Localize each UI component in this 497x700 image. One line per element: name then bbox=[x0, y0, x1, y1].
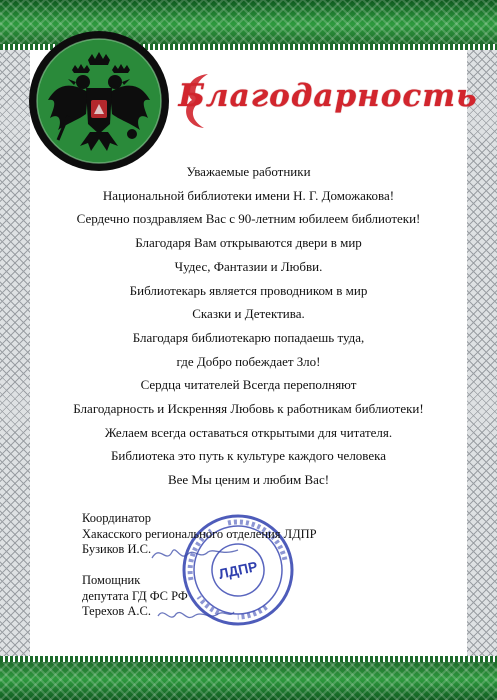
stamp-center-text: ЛДПР bbox=[217, 558, 259, 582]
body-line: Сказки и Детектива. bbox=[192, 306, 305, 322]
certificate-body bbox=[40, 160, 457, 492]
signature-role: Помощник bbox=[82, 573, 141, 587]
coat-of-arms-emblem bbox=[28, 30, 170, 172]
body-line: Вее Мы ценим и любим Вас! bbox=[167, 472, 330, 488]
body-line: Благодаря библиотекарю попадаешь туда, bbox=[132, 329, 365, 345]
certificate-title: Благодарность bbox=[178, 78, 478, 114]
body-line: Национальной библиотеки имени Н. Г. Доможакова! bbox=[102, 187, 395, 203]
bottom-border-band bbox=[0, 662, 497, 700]
signature-role: Координатор bbox=[82, 511, 152, 525]
right-border-pattern bbox=[467, 50, 497, 656]
body-line: Благодарность и Искренняя Любовь к работникам библиотеки! bbox=[73, 401, 424, 417]
signature-organization: депутата ГД ФС РФ bbox=[82, 588, 188, 603]
body-line: Благодаря Вам открываются двери в мир bbox=[135, 235, 362, 251]
left-border-pattern bbox=[0, 50, 30, 656]
signature-person: Бузиков И.С. bbox=[82, 542, 152, 556]
body-line: Сердечно поздравляем Вас с 90-летним юбилеем библиотеки! bbox=[76, 211, 421, 227]
body-line: Библиотека это путь к культуре каждого человека bbox=[110, 448, 387, 464]
body-line: Желаем всегда оставаться открытыми для читателя. bbox=[104, 424, 393, 440]
coordinator-signature-block bbox=[82, 511, 317, 558]
body-line: где Добро побеждает Зло! bbox=[176, 353, 321, 369]
body-line: Библиотекарь является проводником в мир bbox=[129, 282, 368, 298]
signature-person: Терехов А.С. bbox=[82, 604, 152, 618]
body-line: Чудес, Фантазии и Любви. bbox=[174, 258, 323, 274]
body-line: Сердца читателей Всегда переполняют bbox=[140, 377, 357, 393]
assistant-signature-block bbox=[82, 573, 188, 620]
body-line: Уважаемые работники bbox=[186, 164, 311, 179]
signature-organization: Хакасского регионального отделения ЛДПР bbox=[82, 526, 317, 541]
